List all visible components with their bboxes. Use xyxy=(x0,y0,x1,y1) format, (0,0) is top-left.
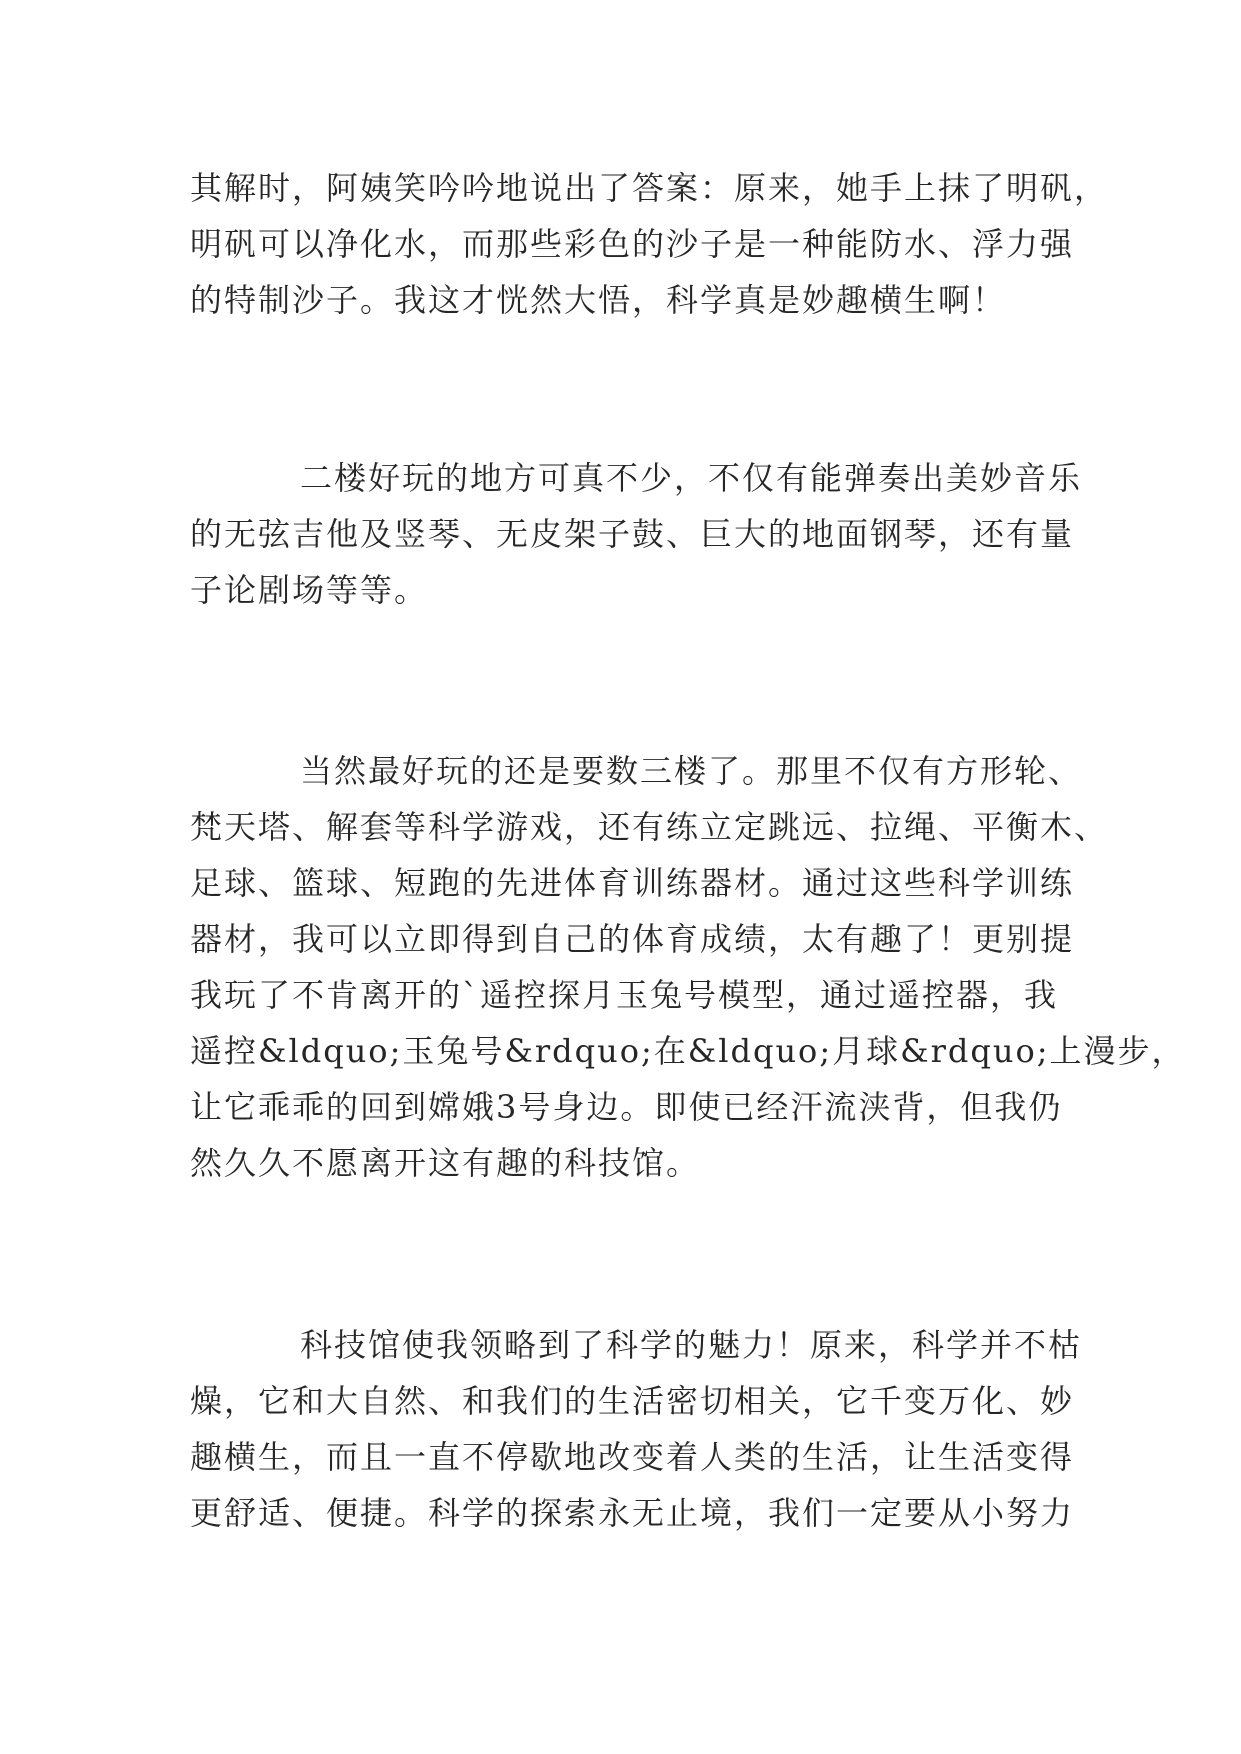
paragraph-2 xyxy=(190,450,1083,618)
text-line: 足球、篮球、短跑的先进体育训练器材。通过这些科学训练 xyxy=(190,864,1075,902)
paragraph-3 xyxy=(190,743,1186,1191)
text-line: 的无弦吉他及竖琴、无皮架子鼓、巨大的地面钢琴，还有量 xyxy=(190,515,1075,553)
text-line: 子论剧场等等。 xyxy=(190,571,429,609)
text-line: 然久久不愿离开这有趣的科技馆。 xyxy=(190,1144,701,1182)
text-line: 其解时，阿姨笑吟吟地说出了答案：原来，她手上抹了明矾， xyxy=(190,169,1109,207)
text-line: 趣横生，而且一直不停歇地改变着人类的生活，让生活变得 xyxy=(190,1438,1075,1476)
text-line: 让它乖乖的回到嫦娥3号身边。即使已经汗流浃背，但我仍 xyxy=(190,1088,1063,1126)
text-line: 器材，我可以立即得到自己的体育成绩，太有趣了！更别提 xyxy=(190,920,1075,958)
text-line: 梵天塔、解套等科学游戏，还有练立定跳远、拉绳、平衡木、 xyxy=(190,808,1109,846)
text-line: 燥，它和大自然、和我们的生活密切相关，它千变万化、妙 xyxy=(190,1382,1075,1420)
text-line: 的特制沙子。我这才恍然大悟，科学真是妙趣横生啊！ xyxy=(190,281,1007,319)
text-line: 当然最好玩的还是要数三楼了。那里不仅有方形轮、 xyxy=(300,752,1083,790)
text-line: 遥控&ldquo;玉兔号&rdquo;在&ldquo;月球&rdquo;上漫步， xyxy=(190,1032,1186,1070)
paragraph-4 xyxy=(190,1317,1083,1541)
text-line: 更舒适、便捷。科学的探索永无止境，我们一定要从小努力 xyxy=(190,1494,1075,1532)
paragraph-1 xyxy=(190,160,1109,328)
text-line: 二楼好玩的地方可真不少，不仅有能弹奏出美妙音乐 xyxy=(300,459,1083,497)
text-line: 科技馆使我领略到了科学的魅力！原来，科学并不枯 xyxy=(300,1326,1083,1364)
text-line: 我玩了不肯离开的`遥控探月玉兔号模型，通过遥控器，我 xyxy=(190,976,1059,1014)
text-line: 明矾可以净化水，而那些彩色的沙子是一种能防水、浮力强 xyxy=(190,225,1075,263)
